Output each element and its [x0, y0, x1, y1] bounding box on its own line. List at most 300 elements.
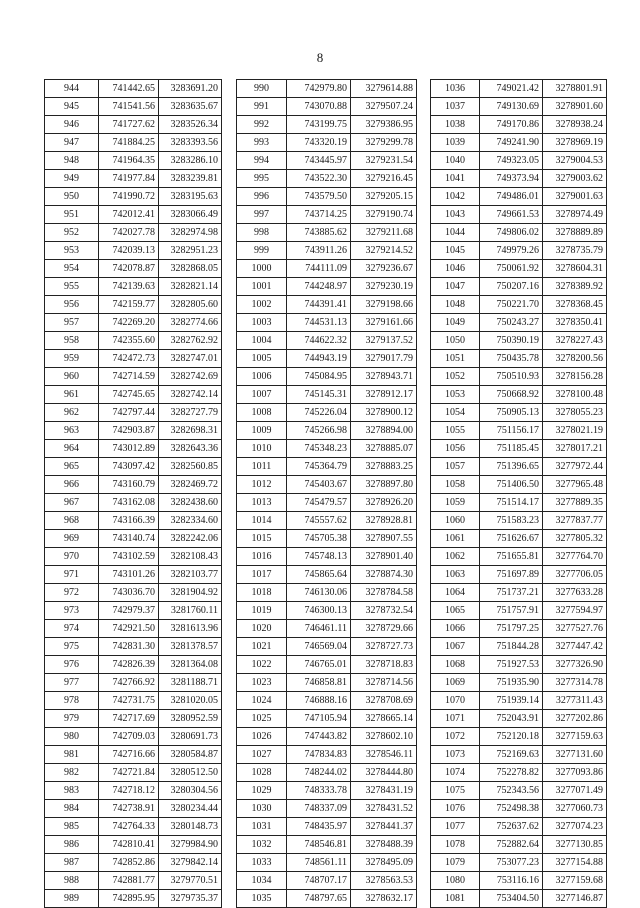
- x-coordinate-cell: 741541.56: [99, 98, 159, 116]
- x-coordinate-cell: 752169.63: [480, 746, 543, 764]
- x-coordinate-cell: 744622.32: [287, 332, 351, 350]
- table-row: [431, 674, 607, 692]
- x-coordinate-cell: 751844.28: [480, 638, 543, 656]
- x-coordinate-cell: 751583.23: [480, 512, 543, 530]
- x-coordinate-cell: 748797.65: [287, 890, 351, 908]
- point-number-cell: 978: [45, 692, 99, 710]
- point-number-cell: 1038: [431, 116, 480, 134]
- y-coordinate-cell: 3278727.73: [351, 638, 417, 656]
- x-coordinate-cell: 748561.11: [287, 854, 351, 872]
- point-number-cell: 1026: [237, 728, 287, 746]
- y-coordinate-cell: 3280691.73: [159, 728, 222, 746]
- point-number-cell: 1007: [237, 386, 287, 404]
- y-coordinate-cell: 3282334.60: [159, 512, 222, 530]
- x-coordinate-cell: 748244.02: [287, 764, 351, 782]
- point-number-cell: 948: [45, 152, 99, 170]
- table-row: [431, 692, 607, 710]
- x-coordinate-cell: 751927.53: [480, 656, 543, 674]
- y-coordinate-cell: 3283195.63: [159, 188, 222, 206]
- table-row: [45, 692, 222, 710]
- table-row: [45, 278, 222, 296]
- y-coordinate-cell: 3278938.24: [543, 116, 607, 134]
- point-number-cell: 997: [237, 206, 287, 224]
- x-coordinate-cell: 746300.13: [287, 602, 351, 620]
- table-row: [237, 458, 417, 476]
- table-row: [431, 620, 607, 638]
- table-row: [237, 818, 417, 836]
- y-coordinate-cell: 3278735.79: [543, 242, 607, 260]
- x-coordinate-cell: 748337.09: [287, 800, 351, 818]
- y-coordinate-cell: 3278874.30: [351, 566, 417, 584]
- table-row: [45, 764, 222, 782]
- point-number-cell: 1023: [237, 674, 287, 692]
- table-row: [237, 512, 417, 530]
- table-row: [237, 422, 417, 440]
- y-coordinate-cell: 3278368.45: [543, 296, 607, 314]
- coordinate-table-1: [44, 79, 222, 908]
- y-coordinate-cell: 3277130.85: [543, 836, 607, 854]
- x-coordinate-cell: 742797.44: [99, 404, 159, 422]
- y-coordinate-cell: 3279017.79: [351, 350, 417, 368]
- table-row: [45, 206, 222, 224]
- x-coordinate-cell: 742717.69: [99, 710, 159, 728]
- y-coordinate-cell: 3278901.60: [543, 98, 607, 116]
- point-number-cell: 1017: [237, 566, 287, 584]
- y-coordinate-cell: 3278100.48: [543, 386, 607, 404]
- table-row: [431, 710, 607, 728]
- y-coordinate-cell: 3279004.53: [543, 152, 607, 170]
- table-row: [45, 494, 222, 512]
- table-row: [431, 350, 607, 368]
- point-number-cell: 973: [45, 602, 99, 620]
- x-coordinate-cell: 748546.81: [287, 836, 351, 854]
- point-number-cell: 1066: [431, 620, 480, 638]
- x-coordinate-cell: 742027.78: [99, 224, 159, 242]
- table-row: [431, 386, 607, 404]
- x-coordinate-cell: 749241.90: [480, 134, 543, 152]
- table-row: [45, 116, 222, 134]
- point-number-cell: 976: [45, 656, 99, 674]
- y-coordinate-cell: 3277060.73: [543, 800, 607, 818]
- y-coordinate-cell: 3278900.12: [351, 404, 417, 422]
- y-coordinate-cell: 3277093.86: [543, 764, 607, 782]
- x-coordinate-cell: 741727.62: [99, 116, 159, 134]
- x-coordinate-cell: 743140.74: [99, 530, 159, 548]
- y-coordinate-cell: 3283393.56: [159, 134, 222, 152]
- point-number-cell: 1064: [431, 584, 480, 602]
- x-coordinate-cell: 743102.59: [99, 548, 159, 566]
- y-coordinate-cell: 3281020.05: [159, 692, 222, 710]
- table-row: [45, 782, 222, 800]
- table-row: [431, 854, 607, 872]
- x-coordinate-cell: 751935.90: [480, 674, 543, 692]
- x-coordinate-cell: 742921.50: [99, 620, 159, 638]
- point-number-cell: 987: [45, 854, 99, 872]
- x-coordinate-cell: 743522.30: [287, 170, 351, 188]
- x-coordinate-cell: 750243.27: [480, 314, 543, 332]
- table-row: [237, 674, 417, 692]
- y-coordinate-cell: 3278926.20: [351, 494, 417, 512]
- y-coordinate-cell: 3282643.36: [159, 440, 222, 458]
- x-coordinate-cell: 742159.77: [99, 296, 159, 314]
- x-coordinate-cell: 747443.82: [287, 728, 351, 746]
- table-row: [431, 152, 607, 170]
- point-number-cell: 1081: [431, 890, 480, 908]
- table-row: [237, 836, 417, 854]
- y-coordinate-cell: 3278488.39: [351, 836, 417, 854]
- point-number-cell: 1003: [237, 314, 287, 332]
- x-coordinate-cell: 742738.91: [99, 800, 159, 818]
- x-coordinate-cell: 748707.17: [287, 872, 351, 890]
- point-number-cell: 1067: [431, 638, 480, 656]
- point-number-cell: 1050: [431, 332, 480, 350]
- point-number-cell: 957: [45, 314, 99, 332]
- x-coordinate-cell: 745403.67: [287, 476, 351, 494]
- y-coordinate-cell: 3279205.15: [351, 188, 417, 206]
- point-number-cell: 999: [237, 242, 287, 260]
- point-number-cell: 979: [45, 710, 99, 728]
- point-number-cell: 988: [45, 872, 99, 890]
- y-coordinate-cell: 3280304.56: [159, 782, 222, 800]
- table-row: [45, 224, 222, 242]
- y-coordinate-cell: 3277131.60: [543, 746, 607, 764]
- point-number-cell: 965: [45, 458, 99, 476]
- y-coordinate-cell: 3279842.14: [159, 854, 222, 872]
- y-coordinate-cell: 3278200.56: [543, 350, 607, 368]
- x-coordinate-cell: 744531.13: [287, 314, 351, 332]
- table-row: [431, 440, 607, 458]
- table-row: [431, 800, 607, 818]
- y-coordinate-cell: 3277159.68: [543, 872, 607, 890]
- y-coordinate-cell: 3278883.25: [351, 458, 417, 476]
- point-number-cell: 1036: [431, 80, 480, 98]
- table-row: [237, 188, 417, 206]
- y-coordinate-cell: 3282438.60: [159, 494, 222, 512]
- y-coordinate-cell: 3278156.28: [543, 368, 607, 386]
- point-number-cell: 964: [45, 440, 99, 458]
- x-coordinate-cell: 752120.18: [480, 728, 543, 746]
- y-coordinate-cell: 3279211.68: [351, 224, 417, 242]
- x-coordinate-cell: 741884.25: [99, 134, 159, 152]
- table-row: [237, 278, 417, 296]
- table-row: [237, 404, 417, 422]
- point-number-cell: 1041: [431, 170, 480, 188]
- point-number-cell: 963: [45, 422, 99, 440]
- y-coordinate-cell: 3282742.14: [159, 386, 222, 404]
- x-coordinate-cell: 750390.19: [480, 332, 543, 350]
- y-coordinate-cell: 3282108.43: [159, 548, 222, 566]
- y-coordinate-cell: 3282469.72: [159, 476, 222, 494]
- table-row: [45, 188, 222, 206]
- y-coordinate-cell: 3277764.70: [543, 548, 607, 566]
- y-coordinate-cell: 3278901.40: [351, 548, 417, 566]
- point-number-cell: 1068: [431, 656, 480, 674]
- y-coordinate-cell: 3277159.63: [543, 728, 607, 746]
- point-number-cell: 961: [45, 386, 99, 404]
- point-number-cell: 1071: [431, 710, 480, 728]
- y-coordinate-cell: 3278441.37: [351, 818, 417, 836]
- point-number-cell: 1051: [431, 350, 480, 368]
- x-coordinate-cell: 745226.04: [287, 404, 351, 422]
- x-coordinate-cell: 751185.45: [480, 440, 543, 458]
- point-number-cell: 1027: [237, 746, 287, 764]
- x-coordinate-cell: 743885.62: [287, 224, 351, 242]
- point-number-cell: 993: [237, 134, 287, 152]
- point-number-cell: 1030: [237, 800, 287, 818]
- point-number-cell: 1062: [431, 548, 480, 566]
- point-number-cell: 982: [45, 764, 99, 782]
- x-coordinate-cell: 748435.97: [287, 818, 351, 836]
- point-number-cell: 974: [45, 620, 99, 638]
- y-coordinate-cell: 3283286.10: [159, 152, 222, 170]
- table-row: [237, 638, 417, 656]
- x-coordinate-cell: 749170.86: [480, 116, 543, 134]
- table-row: [45, 242, 222, 260]
- x-coordinate-cell: 750510.93: [480, 368, 543, 386]
- table-row: [45, 152, 222, 170]
- table-row: [45, 854, 222, 872]
- table-row: [431, 656, 607, 674]
- y-coordinate-cell: 3282974.98: [159, 224, 222, 242]
- x-coordinate-cell: 746461.11: [287, 620, 351, 638]
- y-coordinate-cell: 3280952.59: [159, 710, 222, 728]
- x-coordinate-cell: 743012.89: [99, 440, 159, 458]
- x-coordinate-cell: 741442.65: [99, 80, 159, 98]
- point-number-cell: 1061: [431, 530, 480, 548]
- point-number-cell: 989: [45, 890, 99, 908]
- table-row: [45, 620, 222, 638]
- y-coordinate-cell: 3281760.11: [159, 602, 222, 620]
- y-coordinate-cell: 3282560.85: [159, 458, 222, 476]
- table-row: [431, 134, 607, 152]
- table-row: [431, 332, 607, 350]
- table-row: [237, 782, 417, 800]
- y-coordinate-cell: 3277202.86: [543, 710, 607, 728]
- x-coordinate-cell: 742472.73: [99, 350, 159, 368]
- x-coordinate-cell: 749486.01: [480, 188, 543, 206]
- y-coordinate-cell: 3279230.19: [351, 278, 417, 296]
- x-coordinate-cell: 751939.14: [480, 692, 543, 710]
- y-coordinate-cell: 3278495.09: [351, 854, 417, 872]
- point-number-cell: 1039: [431, 134, 480, 152]
- y-coordinate-cell: 3279137.52: [351, 332, 417, 350]
- table-row: [431, 530, 607, 548]
- table-row: [237, 476, 417, 494]
- point-number-cell: 991: [237, 98, 287, 116]
- x-coordinate-cell: 751514.17: [480, 494, 543, 512]
- y-coordinate-cell: 3278912.17: [351, 386, 417, 404]
- x-coordinate-cell: 750435.78: [480, 350, 543, 368]
- point-number-cell: 1047: [431, 278, 480, 296]
- table-row: [45, 170, 222, 188]
- y-coordinate-cell: 3277805.32: [543, 530, 607, 548]
- x-coordinate-cell: 742714.59: [99, 368, 159, 386]
- y-coordinate-cell: 3277447.42: [543, 638, 607, 656]
- x-coordinate-cell: 743166.39: [99, 512, 159, 530]
- y-coordinate-cell: 3278021.19: [543, 422, 607, 440]
- table-row: [431, 494, 607, 512]
- point-number-cell: 952: [45, 224, 99, 242]
- table-row: [431, 476, 607, 494]
- y-coordinate-cell: 3280584.87: [159, 746, 222, 764]
- x-coordinate-cell: 745748.13: [287, 548, 351, 566]
- x-coordinate-cell: 749130.69: [480, 98, 543, 116]
- y-coordinate-cell: 3277633.28: [543, 584, 607, 602]
- y-coordinate-cell: 3279003.62: [543, 170, 607, 188]
- x-coordinate-cell: 750905.13: [480, 404, 543, 422]
- table-row: [237, 98, 417, 116]
- x-coordinate-cell: 743097.42: [99, 458, 159, 476]
- x-coordinate-cell: 749806.02: [480, 224, 543, 242]
- point-number-cell: 1076: [431, 800, 480, 818]
- x-coordinate-cell: 742718.12: [99, 782, 159, 800]
- table-row: [45, 458, 222, 476]
- y-coordinate-cell: 3277314.78: [543, 674, 607, 692]
- point-number-cell: 1035: [237, 890, 287, 908]
- table-row: [45, 800, 222, 818]
- table-row: [237, 314, 417, 332]
- table-row: [237, 728, 417, 746]
- point-number-cell: 1060: [431, 512, 480, 530]
- table-row: [45, 404, 222, 422]
- y-coordinate-cell: 3280512.50: [159, 764, 222, 782]
- x-coordinate-cell: 749021.42: [480, 80, 543, 98]
- table-row: [431, 188, 607, 206]
- y-coordinate-cell: 3277146.87: [543, 890, 607, 908]
- x-coordinate-cell: 743070.88: [287, 98, 351, 116]
- point-number-cell: 1004: [237, 332, 287, 350]
- table-row: [45, 548, 222, 566]
- point-number-cell: 1033: [237, 854, 287, 872]
- y-coordinate-cell: 3278718.83: [351, 656, 417, 674]
- y-coordinate-cell: 3279214.52: [351, 242, 417, 260]
- point-number-cell: 947: [45, 134, 99, 152]
- x-coordinate-cell: 744248.97: [287, 278, 351, 296]
- point-number-cell: 955: [45, 278, 99, 296]
- x-coordinate-cell: 743036.70: [99, 584, 159, 602]
- point-number-cell: 1022: [237, 656, 287, 674]
- table-row: [237, 800, 417, 818]
- y-coordinate-cell: 3278665.14: [351, 710, 417, 728]
- table-row: [237, 332, 417, 350]
- point-number-cell: 977: [45, 674, 99, 692]
- y-coordinate-cell: 3279001.63: [543, 188, 607, 206]
- x-coordinate-cell: 745479.57: [287, 494, 351, 512]
- x-coordinate-cell: 742979.37: [99, 602, 159, 620]
- x-coordinate-cell: 743579.50: [287, 188, 351, 206]
- x-coordinate-cell: 742979.80: [287, 80, 351, 98]
- y-coordinate-cell: 3278897.80: [351, 476, 417, 494]
- table-row: [431, 116, 607, 134]
- x-coordinate-cell: 742012.41: [99, 206, 159, 224]
- point-number-cell: 1005: [237, 350, 287, 368]
- table-row: [45, 728, 222, 746]
- table-row: [45, 602, 222, 620]
- point-number-cell: 1040: [431, 152, 480, 170]
- table-row: [237, 746, 417, 764]
- table-row: [45, 584, 222, 602]
- x-coordinate-cell: 744391.41: [287, 296, 351, 314]
- point-number-cell: 1002: [237, 296, 287, 314]
- y-coordinate-cell: 3282747.01: [159, 350, 222, 368]
- point-number-cell: 1059: [431, 494, 480, 512]
- table-row: [431, 314, 607, 332]
- y-coordinate-cell: 3278389.92: [543, 278, 607, 296]
- x-coordinate-cell: 742745.65: [99, 386, 159, 404]
- point-number-cell: 981: [45, 746, 99, 764]
- point-number-cell: 1008: [237, 404, 287, 422]
- table-row: [431, 872, 607, 890]
- point-number-cell: 1079: [431, 854, 480, 872]
- y-coordinate-cell: 3281904.92: [159, 584, 222, 602]
- point-number-cell: 1048: [431, 296, 480, 314]
- table-row: [45, 746, 222, 764]
- point-number-cell: 1025: [237, 710, 287, 728]
- x-coordinate-cell: 742731.75: [99, 692, 159, 710]
- table-row: [45, 386, 222, 404]
- x-coordinate-cell: 750061.92: [480, 260, 543, 278]
- x-coordinate-cell: 752278.82: [480, 764, 543, 782]
- y-coordinate-cell: 3279614.88: [351, 80, 417, 98]
- table-row: [45, 260, 222, 278]
- point-number-cell: 967: [45, 494, 99, 512]
- table-row: [431, 422, 607, 440]
- y-coordinate-cell: 3278729.66: [351, 620, 417, 638]
- table-row: [237, 656, 417, 674]
- point-number-cell: 1015: [237, 530, 287, 548]
- y-coordinate-cell: 3277837.77: [543, 512, 607, 530]
- y-coordinate-cell: 3281364.08: [159, 656, 222, 674]
- table-row: [237, 152, 417, 170]
- table-row: [237, 296, 417, 314]
- y-coordinate-cell: 3278714.56: [351, 674, 417, 692]
- point-number-cell: 1021: [237, 638, 287, 656]
- point-number-cell: 953: [45, 242, 99, 260]
- table-row: [431, 818, 607, 836]
- point-number-cell: 1056: [431, 440, 480, 458]
- x-coordinate-cell: 743911.26: [287, 242, 351, 260]
- point-number-cell: 1075: [431, 782, 480, 800]
- table-row: [431, 98, 607, 116]
- x-coordinate-cell: 742716.66: [99, 746, 159, 764]
- x-coordinate-cell: 751757.91: [480, 602, 543, 620]
- point-number-cell: 1080: [431, 872, 480, 890]
- x-coordinate-cell: 745145.31: [287, 386, 351, 404]
- table-row: [45, 134, 222, 152]
- table-row: [431, 170, 607, 188]
- table-row: [237, 620, 417, 638]
- table-row: [237, 368, 417, 386]
- point-number-cell: 1029: [237, 782, 287, 800]
- x-coordinate-cell: 743199.75: [287, 116, 351, 134]
- table-row: [237, 494, 417, 512]
- x-coordinate-cell: 750668.92: [480, 386, 543, 404]
- point-number-cell: 1010: [237, 440, 287, 458]
- table-row: [237, 602, 417, 620]
- y-coordinate-cell: 3278708.69: [351, 692, 417, 710]
- x-coordinate-cell: 745557.62: [287, 512, 351, 530]
- point-number-cell: 1058: [431, 476, 480, 494]
- point-number-cell: 1000: [237, 260, 287, 278]
- coordinate-table-2: [236, 79, 417, 908]
- y-coordinate-cell: 3279216.45: [351, 170, 417, 188]
- point-number-cell: 950: [45, 188, 99, 206]
- point-number-cell: 966: [45, 476, 99, 494]
- y-coordinate-cell: 3278604.31: [543, 260, 607, 278]
- table-row: [237, 134, 417, 152]
- point-number-cell: 945: [45, 98, 99, 116]
- x-coordinate-cell: 749323.05: [480, 152, 543, 170]
